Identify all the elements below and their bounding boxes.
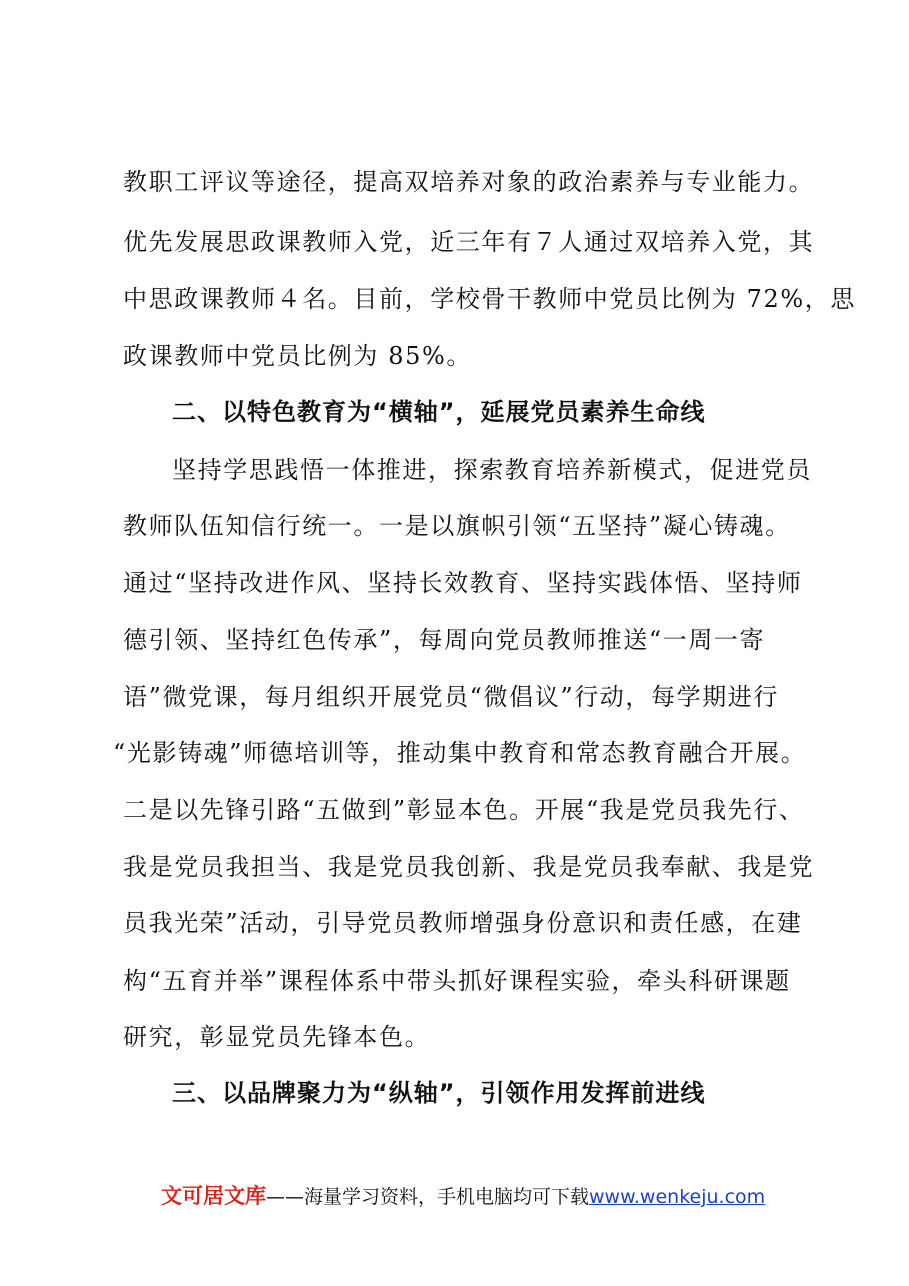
paragraph-line: 我是党员我担当、我是党员我创新、我是党员我奉献、我是党 xyxy=(123,853,815,881)
paragraph-line: 中思政课教师４名。目前，学校骨干教师中党员比例为 72%，思 xyxy=(123,285,856,313)
paragraph-line: 员我光荣”活动，引导党员教师增强身份意识和责任感，在建 xyxy=(123,909,803,937)
paragraph-line: 二是以先锋引路“五做到”彰显本色。开展“我是党员我先行、 xyxy=(123,796,805,824)
paragraph-line: 优先发展思政课教师入党，近三年有７人通过双培养入党，其 xyxy=(123,228,815,256)
paragraph-line: “光影铸魂”师德培训等，推动集中教育和常态教育融合开展。 xyxy=(113,739,807,767)
paragraph-line: 教职工评议等途径，提高双培养对象的政治素养与专业能力。 xyxy=(123,168,815,196)
section-heading-2: 二、以特色教育为“横轴”，延展党员素养生命线 xyxy=(172,398,706,426)
paragraph-line: 研究，彰显党员先锋本色。 xyxy=(123,1023,431,1051)
footer-website-link[interactable]: www.wenkeju.com xyxy=(589,1186,766,1208)
paragraph-line: 政课教师中党员比例为 85%。 xyxy=(123,342,472,370)
footer-brand: 文可居文库 xyxy=(161,1184,266,1208)
paragraph-line: 构“五育并举”课程体系中带头抓好课程实验，牵头科研课题 xyxy=(123,967,791,995)
paragraph-line: 坚持学思践悟一体推进，探索教育培养新模式，促进党员 xyxy=(172,456,812,484)
paragraph-line: 语”微党课，每月组织开展党员“微倡议”行动，每学期进行 xyxy=(123,683,780,711)
paragraph-line: 德引领、坚持红色传承”，每周向党员教师推送“一周一寄 xyxy=(123,626,766,654)
footer-tagline: ——海量学习资料，手机电脑均可下载 xyxy=(266,1186,590,1208)
paragraph-line: 教师队伍知信行统一。一是以旗帜引领“五坚持”凝心铸魂。 xyxy=(123,512,791,540)
paragraph-line: 通过“坚持改进作风、坚持长效教育、坚持实践体悟、坚持师 xyxy=(123,569,803,597)
footer-banner xyxy=(161,1183,765,1210)
section-heading-3: 三、以品牌聚力为“纵轴”，引领作用发挥前进线 xyxy=(172,1079,706,1107)
